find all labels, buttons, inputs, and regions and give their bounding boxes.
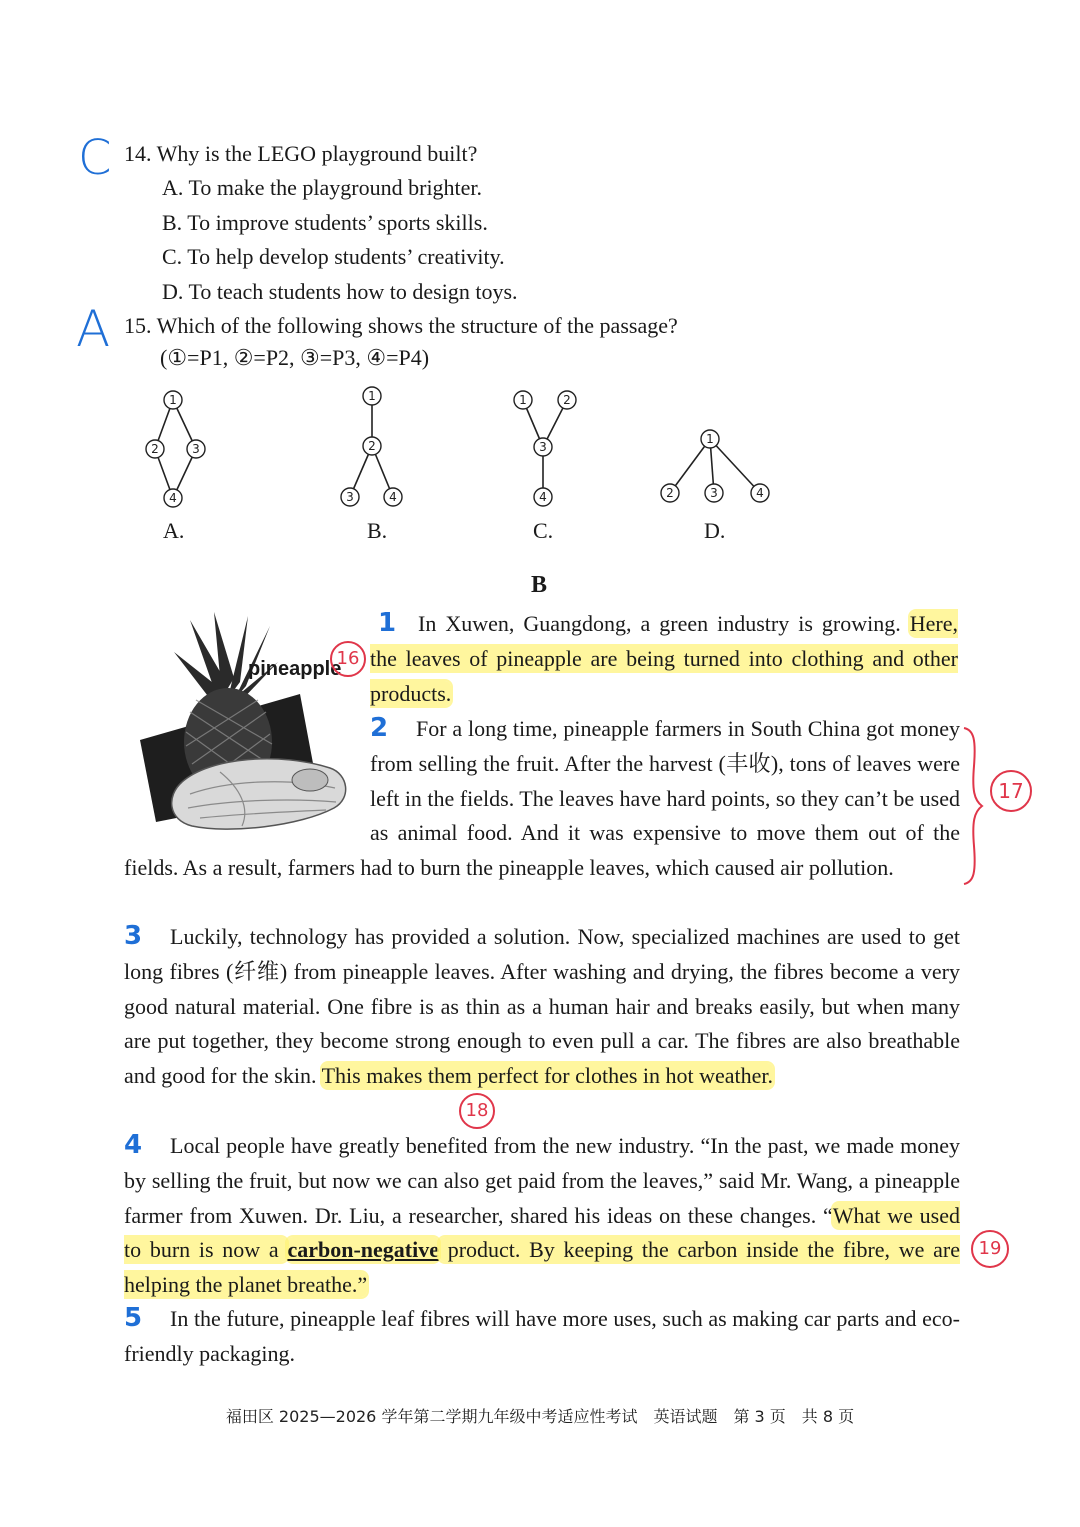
structure-diagrams [0,380,1080,520]
question-14-option-c: C. To help develop students’ creativity. [162,244,505,269]
question-15-legend: (①=P1, ②=P2, ③=P3, ④=P4) [160,345,430,370]
red-note-17: 17 [990,770,1032,812]
question-14-option-d: D. To teach students how to design toys. [162,279,518,304]
question-14-option-a: A. To make the playground brighter. [162,175,483,200]
paragraph-1: 1 In Xuwen, Guangdong, a green industry is growing. Here, the leaves of pineapple are being turned into clothing and other products. [370,608,958,706]
highlight-p4-b: product. By keeping the carbon inside the fibre, we are helping the planet breathe.” [124,1237,961,1298]
para-marker-5: 5 [124,1303,143,1333]
diagram-label-d: D. [704,518,726,543]
red-note-18: 18 [459,1093,495,1129]
page-footer: 福田区 2025—2026 学年第二学期九年级中考适应性考试 英语试题 第 3 页 共 8 页 [225,1407,855,1426]
diagram-label-b: B. [367,518,388,543]
diagram-label-a: A. [163,518,185,543]
diagram-label-c: C. [533,518,554,543]
question-15-stem: 15. Which of the following shows the structure of the passage? [124,313,678,338]
svg-text:4: 4 [539,490,547,504]
answer-mark-q14: C [78,130,112,186]
paragraph-5: 5 In the future, pineapple leaf fibres will have more uses, such as making car parts and eco-friendly packaging. [124,1303,960,1366]
para-marker-2: 2 [370,713,389,743]
svg-text:4: 4 [756,486,764,500]
svg-text:2: 2 [666,486,674,500]
svg-text:4: 4 [389,490,397,504]
svg-text:1: 1 [169,393,177,407]
red-note-16: 16 [330,641,366,677]
highlight-p4-a: What we used to burn is now a [124,1202,961,1263]
pineapple-label: pineapple [248,658,342,680]
svg-text:3: 3 [192,442,200,456]
highlight-p3: This makes them perfect for clothes in hot weather. [321,1063,774,1089]
svg-text:2: 2 [368,439,376,453]
paragraph-4: 4 Local people have greatly benefited from the new industry. “In the past, we made money by selling the fruit, but now we can also get paid from the leaves,” said Mr. Wang, a pineapple farmer from Xuwen. Dr. Liu, a researcher, shared his ideas on these changes. “What we used to burn is now a carbon-negative product. By keeping the carbon inside the fibre, we are helping the planet breathe.” [124,1130,961,1298]
paragraph-3: 3 Luckily, technology has provided a solution. Now, specialized machines are used to get long fibres (纤维) from pineapple leaves. After washing and drying, the fibres become a very good natural material. One fibre is as thin as a human hair and breaks easily, but when many are put together, they become strong enough to even pull a car. The fibres are also breathable and good for the skin. This makes them perfect for clothes in hot weather. [124,921,960,1089]
svg-text:2: 2 [563,393,571,407]
highlight-p1: Here, the leaves of pineapple are being turned into clothing and other products. [370,611,958,706]
svg-text:1: 1 [519,393,527,407]
svg-text:4: 4 [169,491,177,505]
svg-text:2: 2 [151,442,159,456]
svg-text:3: 3 [346,490,354,504]
red-note-19: 19 [971,1230,1009,1268]
svg-text:3: 3 [539,440,547,454]
red-bracket-17 [960,726,984,886]
answer-mark-q15: A [76,300,111,358]
question-14-stem: 14. Why is the LEGO playground built? [124,141,478,166]
paragraph-2: 2 For a long time, pineapple farmers in South China got money from selling the fruit. After the harvest (丰收), tons of leaves were left in the fields. The leaves have hard points, so they can’t be used as animal food. And it was expensive to move them out of the fields. As a result, farmers had to burn the pineapple leaves, which caused air pollution. [124,713,960,881]
para-marker-3: 3 [124,921,143,951]
section-title: B [531,572,548,598]
svg-text:1: 1 [706,432,714,446]
para-marker-1: 1 [378,608,397,638]
svg-text:3: 3 [710,486,718,500]
keyword-carbon-negative: carbon-negative [287,1237,439,1263]
svg-text:1: 1 [368,389,376,403]
question-14-option-b: B. To improve students’ sports skills. [162,210,488,235]
para-marker-4: 4 [124,1130,143,1160]
